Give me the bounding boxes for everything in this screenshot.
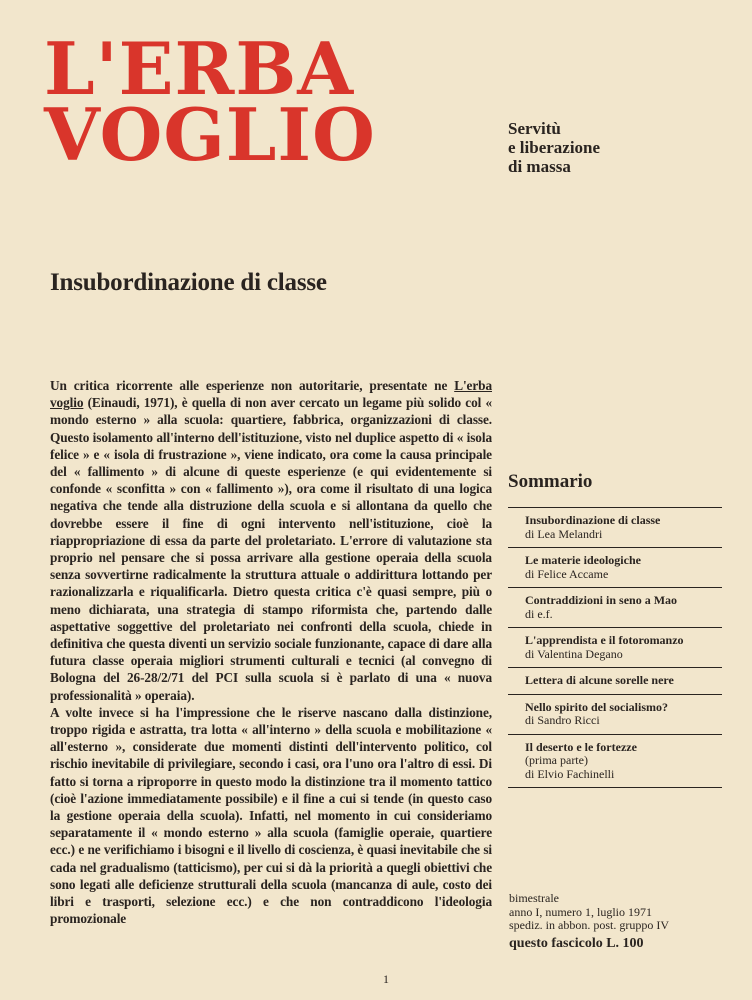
summary-item xyxy=(508,547,722,587)
summary-title: Sommario xyxy=(508,471,593,492)
issue-frequency: bimestrale xyxy=(509,891,559,905)
tagline-line-1: Servitù xyxy=(508,119,561,138)
summary-item-author: di Valentina Degano xyxy=(525,646,623,661)
summary-item xyxy=(508,734,722,789)
summary-item xyxy=(508,587,722,627)
masthead-line-2: VOGLIO xyxy=(44,92,376,177)
masthead-line-1: L'ERBA xyxy=(44,26,355,111)
summary-item xyxy=(508,507,722,547)
tagline-line-2: e liberazione xyxy=(508,138,601,157)
summary-item-subtitle: (prima parte) xyxy=(525,753,588,767)
issue-price: questo fascicolo L. 100 xyxy=(509,935,644,951)
summary-item-author: di Sandro Ricci xyxy=(525,713,600,727)
masthead-logo xyxy=(44,26,494,177)
summary-item-title: L'apprendista e il fotoromanzo xyxy=(525,633,684,647)
issue-postal: spediz. in abbon. post. gruppo IV xyxy=(509,918,669,932)
summary-item-title: Nello spirito del socialismo? xyxy=(525,699,668,714)
summary-item-author: di e.f. xyxy=(525,606,553,621)
article-headline: Insubordinazione di classe xyxy=(50,269,327,296)
summary-item xyxy=(508,694,722,734)
summary-item-author: di Lea Melandri xyxy=(525,526,603,541)
article-paragraph-2: A volte invece si ha l'impressione che le riserve nascano dalla distinzione, troppo rigida e astratta, tra lotta « all'interno » della scuola e mobilitazione « all'esterno », considerate due momenti distinti dell'intervento politico, col rischio inevitabile di privilegiare, secondo i casi, ora l'uno ora l'altro di essi. Di fatto si torna a riproporre in questo modo la distinzione tra il momento tattico (cioè l'azione immediatamente possibile) e il fine a cui si tende (in questo caso la gestione operaia della scuola). Infatti, nel momento in cui consideriamo separatamente il « mondo esterno » alla scuola (famiglie operaie, quartiere ecc.) e ne verifichiamo i bisogni e il livello di coscienza, è quasi inevitabile che si cada nel gradualismo (tatticismo), per cui si dà la priorità a quegli obiettivi che sono legati alle deficienze strutturali della scuola (mancanza di aule, costo dei libri e trasporti, selezione ecc.) e che non contraddicono l'ideologia promozionale xyxy=(50,704,492,927)
summary-item xyxy=(508,627,722,667)
summary-item-author: di Elvio Fachinelli xyxy=(525,766,615,781)
summary-item-title: Contraddizioni in seno a Mao xyxy=(525,593,678,607)
summary-item-title: Il deserto e le fortezze xyxy=(525,739,637,754)
summary-item xyxy=(508,667,722,694)
summary-item-title: Le materie ideologiche xyxy=(525,553,641,567)
issue-info xyxy=(509,892,729,953)
book-title-link: L'erba voglio xyxy=(50,378,492,411)
tagline-line-3: di massa xyxy=(508,157,571,176)
article-body xyxy=(50,377,492,928)
summary-list xyxy=(508,507,722,788)
article-paragraph-1 xyxy=(50,377,492,704)
tagline xyxy=(508,119,708,176)
summary-item-title: Lettera di alcune sorelle nere xyxy=(525,673,674,687)
summary-item-title: Insubordinazione di classe xyxy=(525,513,661,527)
summary-item-author: di Felice Accame xyxy=(525,566,609,581)
p1-text-after: (Einaudi, 1971), è quella di non aver cercato un legame più solido col « mondo esterno » alla scuola: quartiere, fabbrica, organizzazioni di classe. Questo isolamento all'interno dell'istituzione, visto nel duplice aspetto di « isola felice » e « isola di frustrazione », viene indicato, ora come la causa principale del « fallimento » di alcune di queste esperienze (e qui evidentemente si confonde « sconfitta » con « fallimento »), ora come il risultato di una logica negativa che tende alla distruzione della scuola e si allontana da quello che dovrebbe essere il fine di ogni intervento nell'istituzione, cioè la riappropriazione di essa da parte del proletariato. L'errore di valutazione sta proprio nel pensare che si possa arrivare alla gestione operaia della scuola senza sovvertirne radicalmente la struttura attuale o addirittura lottando per razionalizzarla e riqualificarla. Dietro questa critica c'è quasi sempre, più o meno dichiarata, una strategia di stampo riformista che, partendo dalle aspettative soggettive del proletariato nei confronti della scuola, chiede in definitiva che questa diventi un servizio sociale funzionante, capace di dare alla futura classe operaia migliori strumenti culturali e tecnici (al convegno di Bologna del 26-28/2/71 del PCI sulla scuola si è parlato di una « nuova professionalità » operaia). xyxy=(50,395,492,703)
issue-number: anno I, numero 1, luglio 1971 xyxy=(509,904,652,919)
page-number: 1 xyxy=(383,972,389,986)
p1-text-before: Un critica ricorrente alle esperienze non autoritarie, presentate ne xyxy=(50,378,455,393)
